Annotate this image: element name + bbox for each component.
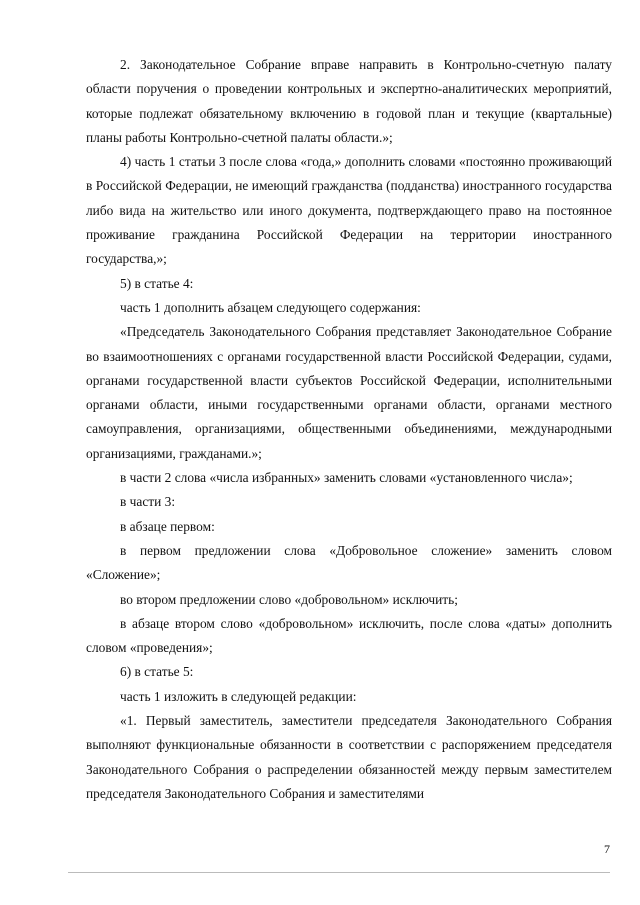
paragraph-chairman-quote: «Председатель Законодательного Собрания представляет Законодательное Собрание во взаимоотношениях с органами государственной власти Российской Федерации, судами, органами государственной власти субъектов Российской Федерации, исполнительными органами области, иными государственными органами области, органами местного самоуправления, организациями, общественными объединениями, международными организациями, гражданами.»; (86, 324, 612, 461)
document-body (86, 53, 612, 806)
paragraph-item-6-heading: 6) в статье 5: (120, 664, 194, 680)
paragraph-second-sentence-change: во втором предложении слово «добровольном» исключить; (120, 591, 458, 607)
page-number: 7 (604, 842, 610, 856)
paragraph-second-abzac-change: в абзаце втором слово «добровольном» исключить, после слова «даты» дополнить словом «проведения»; (86, 615, 612, 656)
paragraph-item-5-heading: 5) в статье 4: (120, 275, 194, 291)
paragraph-deputies-quote: «1. Первый заместитель, заместители председателя Законодательного Собрания выполняют функциональные обязанности в соответствии с распоряжением председателя Законодательного Собрания о распределении обязанностей между первым заместителем председателя Законодательного Собрания и заместителями (86, 713, 612, 801)
paragraph-first-sentence-change: в первом предложении слова «Добровольное сложение» заменить словом «Сложение»; (86, 542, 612, 583)
paragraph-part1-intro: часть 1 дополнить абзацем следующего содержания: (120, 299, 421, 315)
paragraph-item-2: 2. Законодательное Собрание вправе направить в Контрольно-счетную палату области поручения о проведении контрольных и экспертно-аналитических мероприятий, которые подлежат обязательному включению в годовой план и текущие (квартальные) планы работы Контрольно-счетной палаты области.»; (86, 57, 612, 145)
paragraph-part2-change: в части 2 слова «числа избранных» заменить словами «установленного числа»; (120, 470, 573, 486)
paragraph-part3-heading: в части 3: (120, 494, 176, 510)
paragraph-part1-new-wording: часть 1 изложить в следующей редакции: (120, 688, 357, 704)
paragraph-first-abzac: в абзаце первом: (120, 518, 215, 534)
paragraph-item-4: 4) часть 1 статьи 3 после слова «года,» дополнить словами «постоянно проживающий в Российской Федерации, не имеющий гражданства (подданства) иностранного государства либо вида на жительство или иного документа, подтверждающего право на постоянное проживание гражданина Российской Федерации на территории иностранного государства,»; (86, 154, 612, 267)
footer-divider (68, 872, 610, 873)
